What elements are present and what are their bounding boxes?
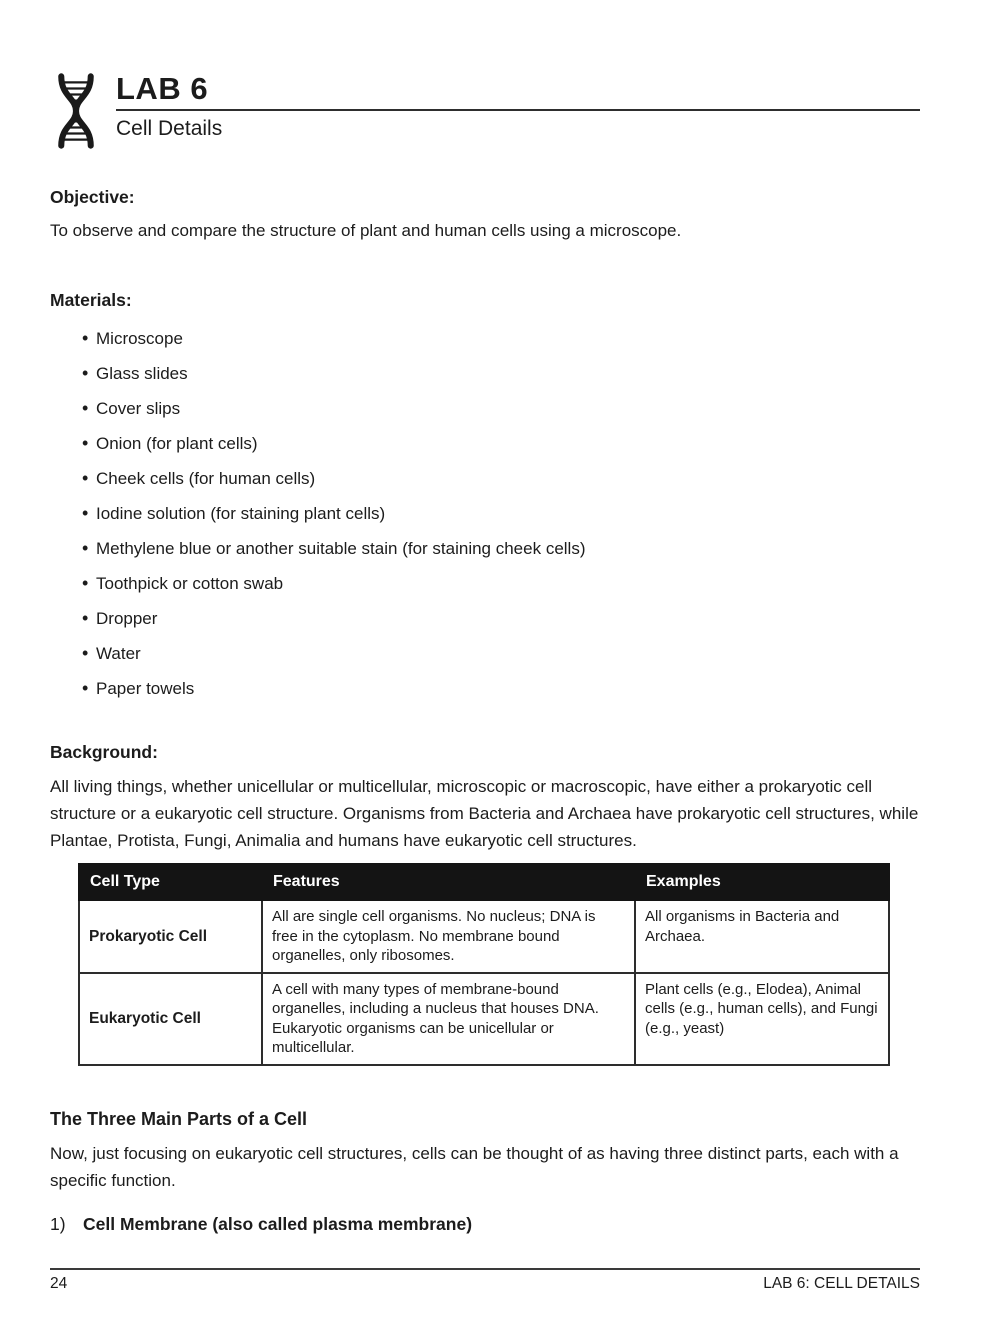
- lab-number: LAB 6: [116, 72, 920, 111]
- three-parts-text: Now, just focusing on eukaryotic cell structures, cells can be thought of as having three distinct parts, each with a specific function.: [50, 1143, 899, 1190]
- header-text: [116, 68, 920, 142]
- list-item: • Toothpick or cotton swab: [50, 566, 920, 601]
- three-parts-heading: The Three Main Parts of a Cell: [50, 1108, 308, 1129]
- dna-helix-icon: [50, 68, 102, 154]
- cell-type-value: Prokaryotic Cell: [79, 900, 262, 973]
- examples-value: All organisms in Bacteria and Archaea.: [635, 900, 889, 973]
- list-item: • Methylene blue or another suitable stain (for staining cheek cells): [50, 531, 920, 566]
- list-item: • Paper towels: [50, 671, 920, 706]
- lab-subtitle: Cell Details: [116, 117, 223, 140]
- list-item: • Cheek cells (for human cells): [50, 461, 920, 496]
- table-header-features: Features: [262, 864, 635, 900]
- list-item: • Glass slides: [50, 356, 920, 391]
- page-number: 24: [50, 1275, 68, 1292]
- item-number: 1): [50, 1213, 66, 1234]
- cell-type-value: Eukaryotic Cell: [79, 973, 262, 1065]
- table-row: [79, 973, 889, 1065]
- list-item: • Dropper: [50, 601, 920, 636]
- list-item: • Water: [50, 636, 920, 671]
- examples-value: Plant cells (e.g., Elodea), Animal cells (e.g., human cells), and Fungi (e.g., yeast): [635, 973, 889, 1065]
- objective-heading: Objective:: [50, 187, 135, 207]
- footer-title: LAB 6: CELL DETAILS: [763, 1275, 920, 1292]
- table-header-cell-type: Cell Type: [79, 864, 262, 900]
- table-header-examples: Examples: [635, 864, 889, 900]
- item-label: Cell Membrane (also called plasma membrane): [83, 1213, 473, 1234]
- cell-comparison-table: [78, 863, 890, 1066]
- features-value: All are single cell organisms. No nucleus; DNA is free in the cytoplasm. No membrane bound organelles, only ribosomes.: [262, 900, 635, 973]
- table-header-row: [79, 864, 889, 900]
- numbered-item-cell-membrane: [50, 1211, 920, 1237]
- objective-text: To observe and compare the structure of plant and human cells using a microscope.: [50, 221, 682, 240]
- materials-heading: Materials:: [50, 290, 132, 310]
- background-heading: Background:: [50, 742, 158, 762]
- page-footer: [50, 1268, 920, 1293]
- list-item: • Iodine solution (for staining plant cells): [50, 496, 920, 531]
- materials-list: [50, 321, 920, 706]
- page-header: [50, 68, 920, 154]
- list-item: • Onion (for plant cells): [50, 426, 920, 461]
- list-item: • Microscope: [50, 321, 920, 356]
- list-item: • Cover slips: [50, 391, 920, 426]
- features-value: A cell with many types of membrane-bound organelles, including a nucleus that houses DNA. Eukaryotic organisms can be unicellular or multicellular.: [262, 973, 635, 1065]
- table-row: [79, 900, 889, 973]
- background-text: All living things, whether unicellular or multicellular, microscopic or macroscopic, have either a prokaryotic cell structure or a eukaryotic cell structure. Organisms from Bacteria and Archaea have prokaryotic cell structures, while Plantae, Protista, Fungi, Animalia and humans have eukaryotic cell structures.: [50, 777, 919, 850]
